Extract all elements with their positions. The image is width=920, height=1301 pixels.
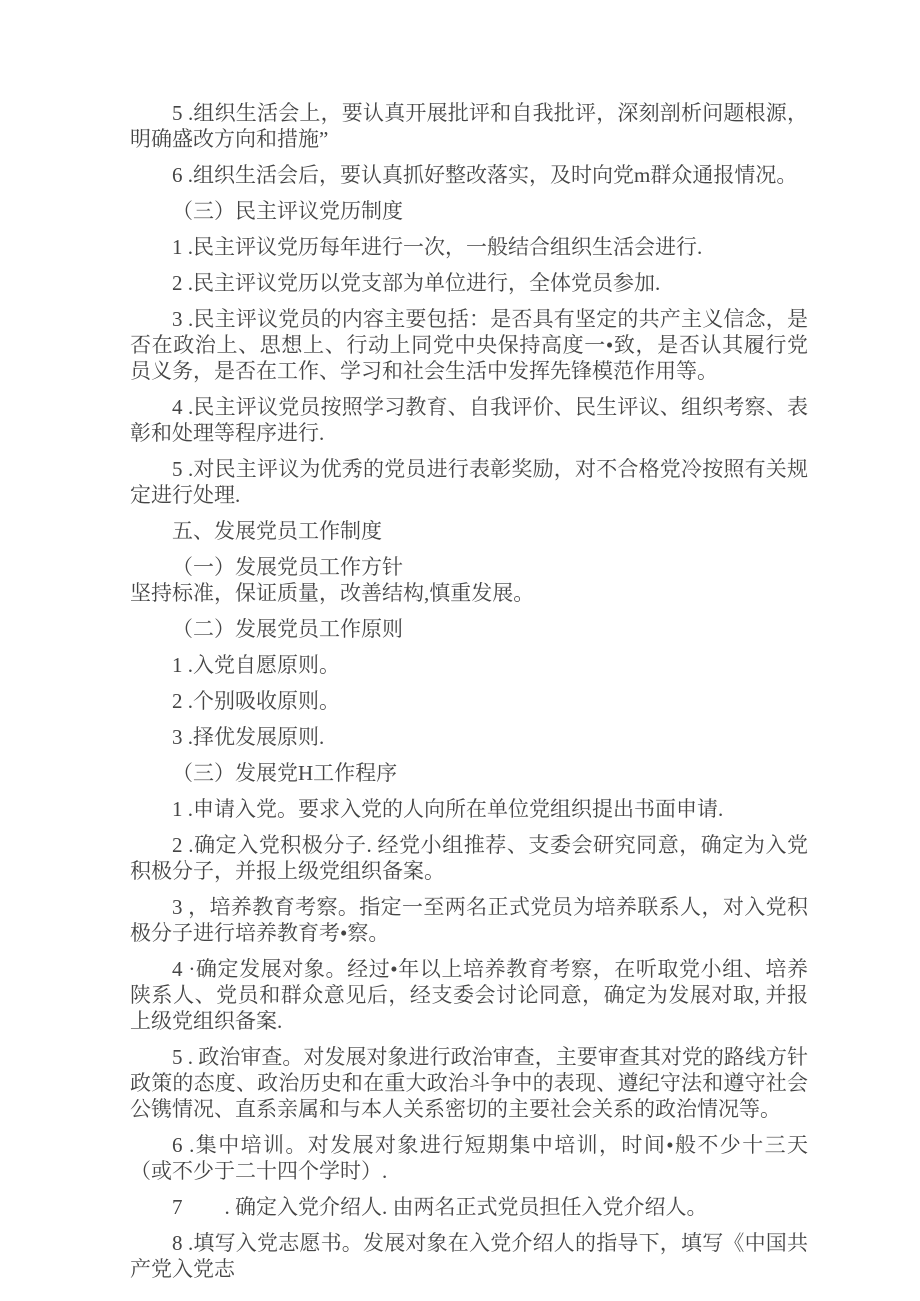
paragraph: 5 . 政治审查。对发展对象进行政治审查，主要审查其对党的路线方针政策的态度、政治历史和在重大政治斗争中的表现、遵纪守法和遵守社会公镌情况、直系亲属和与本人关系密切的主要社会关系的政治情况等。	[130, 1045, 808, 1121]
paragraph: 2 .民主评议党历以党支部为单位进行，全体党员参加.	[172, 271, 661, 295]
section-heading: （一）发展党员工作方针	[172, 555, 403, 579]
section-heading: （三）民主评议党历制度	[172, 199, 403, 223]
paragraph: 1 .申请入党。要求入党的人向所在单位党组织提出书面申请.	[172, 797, 724, 821]
paragraph: 4 .民主评议党员按照学习教育、自我评价、民生评议、组织考察、表彰和处理等程序进行.	[130, 395, 808, 445]
paragraph: 3 .择优发展原则.	[172, 725, 325, 749]
paragraph: 1 .入党自愿原则。	[172, 653, 340, 677]
paragraph: 6 .集中培训。对发展对象进行短期集中培训，时间•般不少十三天（或不少于二十四个学时）.	[130, 1133, 808, 1183]
paragraph: 5 .对民主评议为优秀的党员进行表彰奖励，对不合格党冷按照有关规定进行处理.	[130, 457, 808, 507]
paragraph: 3 ，培养教育考察。指定一至两名正式党员为培养联系人，对入党积极分子进行培养教育考•察。	[130, 895, 808, 945]
paragraph: 3 .民主评议党员的内容主要包括：是否具有坚定的共产主义信念，是否在政治上、思想上、行动上同党中央保持高度一•致，是否认其履行党员义务，是否在工作、学习和社会生活中发挥先锋模范作用等。	[130, 307, 808, 383]
paragraph: 5 .组织生活会上，要认真开展批评和自我批评，深刻剖析问题根源，明确盛改方向和措施”	[130, 101, 808, 151]
section-heading: （二）发展党员工作原则	[172, 617, 403, 641]
chapter-heading: 五、发展党员工作制度	[172, 519, 382, 543]
section-heading: （三）发展党H工作程序	[172, 761, 398, 785]
paragraph: 1 .民主评议党历每年进行一次，一般结合组织生活会进行.	[172, 235, 703, 259]
paragraph: 7 . 确定入党介绍人. 由两名正式党员担任入党介绍人。	[172, 1195, 708, 1219]
paragraph: 4 ·确定发展对象。经过•年以上培养教育考察，在听取党小组、培养陕系人、党员和群众意见后，经支委会讨论同意，确定为发展对取, 并报上级党组织备案.	[130, 957, 808, 1033]
paragraph: 2 .个别吸收原则。	[172, 689, 340, 713]
paragraph: 8 .填写入党志愿书。发展对象在入党介绍人的指导下，填写《中国共产党入党志	[130, 1231, 808, 1281]
paragraph: 坚持标准，保证质量，改善结构,慎重发展。	[130, 581, 535, 605]
paragraph: 2 .确定入党积极分子. 经党小组推荐、支委会研究同意，确定为入党积极分子，并报上级党组织备案。	[130, 833, 808, 883]
paragraph: 6 .组织生活会后，要认真抓好整改落实，及时向党m群众通报情况。	[172, 163, 798, 187]
